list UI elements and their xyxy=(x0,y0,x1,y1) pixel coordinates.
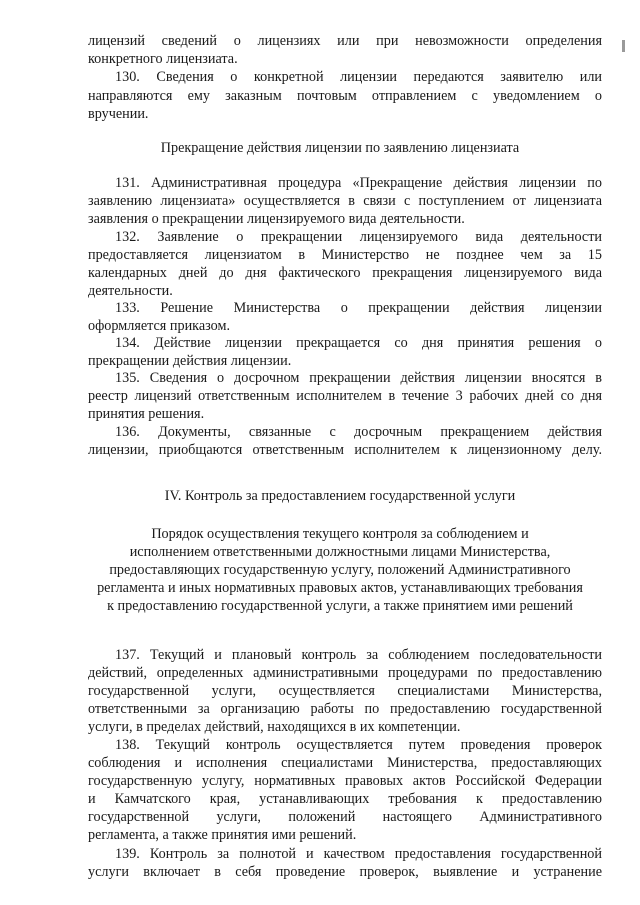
paragraph-131: 131. Административная процедура «Прекращение действия лицензии по xyxy=(115,175,602,191)
text-line: лицензий сведений о лицензиях или при невозможности определения xyxy=(88,33,602,49)
text-line: услуги, в пределах действий, находящихся в их компетенции. xyxy=(88,719,461,735)
text-line: направляются ему заказным почтовым отправлением с уведомлением о xyxy=(88,88,602,104)
text-line: предоставляется лицензиатом в Министерство не позднее чем за 15 xyxy=(88,247,602,263)
subheading-line: Порядок осуществления текущего контроля за соблюдением и xyxy=(151,526,529,542)
paragraph-132: 132. Заявление о прекращении лицензируемого вида деятельности xyxy=(115,229,602,245)
paragraph-138: 138. Текущий контроль осуществляется путем проведения проверок xyxy=(115,737,602,753)
paragraph-133: 133. Решение Министерства о прекращении действия лицензии xyxy=(115,300,602,316)
text-line: принятия решения. xyxy=(88,406,205,422)
text-line: и Камчатского края, устанавливающих требования к предоставлению xyxy=(88,791,602,807)
subheading-line: исполнением ответственными должностными лицами Министерства, xyxy=(129,544,551,560)
text-line: государственную услугу, нормативных правовых актов Российской Федерации xyxy=(88,773,602,789)
scan-mark xyxy=(622,40,625,52)
text-line: заявлению лицензиата» осуществляется в связи с поступлением от лицензиата xyxy=(88,193,602,209)
subheading-line: предоставляющих государственную услугу, положений Административного xyxy=(109,562,571,578)
text-line: календарных дней до дня фактического прекращения лицензируемого вида xyxy=(88,265,602,281)
text-line: реестр лицензий ответственным исполнителем в течение 3 рабочих дней со дня xyxy=(88,388,602,404)
subheading-line: регламента и иных нормативных правовых актов, устанавливающих требования xyxy=(97,580,583,596)
text-line: деятельности. xyxy=(88,283,173,299)
text-line: соблюдения и исполнения специалистами Министерства, предоставляющих xyxy=(88,755,602,771)
paragraph-139: 139. Контроль за полнотой и качеством предоставления государственной xyxy=(115,846,602,862)
paragraph-136: 136. Документы, связанные с досрочным прекращением действия xyxy=(115,424,602,440)
paragraph-134: 134. Действие лицензии прекращается со дня принятия решения о xyxy=(115,335,602,351)
paragraph-135: 135. Сведения о досрочном прекращении действия лицензии вносятся в xyxy=(115,370,602,386)
section-heading: Прекращение действия лицензии по заявлению лицензиата xyxy=(160,140,520,156)
text-line: государственной услуги, положений настоящего Административного xyxy=(88,809,602,825)
subheading-line: к предоставлению государственной услуги, а также принятием ими решений xyxy=(107,598,573,614)
text-line: ответственными за организацию работы по предоставлению государственной xyxy=(88,701,602,717)
paragraph-137: 137. Текущий и плановый контроль за соблюдением последовательности xyxy=(115,647,602,663)
text-line: лицензии, приобщаются ответственным исполнителем к лицензионному делу. xyxy=(88,442,602,458)
text-line: регламента, а также принятия ими решений. xyxy=(88,827,357,843)
text-line: конкретного лицензиата. xyxy=(88,51,238,67)
paragraph-130: 130. Сведения о конкретной лицензии передаются заявителю или xyxy=(115,69,602,85)
text-line: действий, определенных административными процедурами по предоставлению xyxy=(88,665,602,681)
text-line: прекращении действия лицензии. xyxy=(88,353,292,369)
text-line: вручении. xyxy=(88,106,149,122)
text-line: оформляется приказом. xyxy=(88,318,231,334)
text-line: заявления о прекращении лицензируемого вида деятельности. xyxy=(88,211,465,227)
chapter-heading: IV. Контроль за предоставлением государственной услуги xyxy=(164,488,516,504)
text-line: государственной услуги, осуществляется специалистами Министерства, xyxy=(88,683,602,699)
text-line: услуги включает в себя проведение проверок, выявление и устранение xyxy=(88,864,602,880)
